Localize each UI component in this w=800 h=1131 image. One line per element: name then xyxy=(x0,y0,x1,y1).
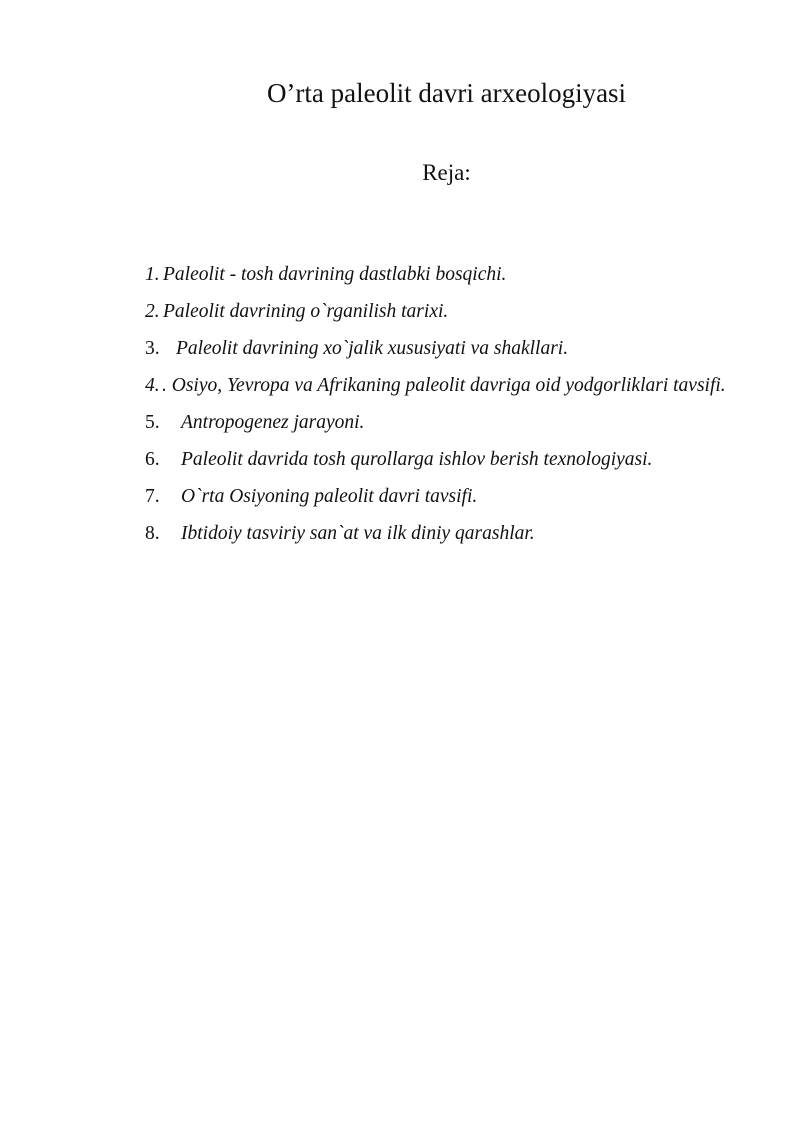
plan-item-number: 5. xyxy=(145,412,160,433)
plan-item-text: Paleolit davrining o`rganilish tarixi. xyxy=(163,301,449,322)
plan-heading: Reja: xyxy=(422,160,471,185)
plan-item-text: . Osiyo, Yevropa va Afrikaning paleolit davriga oid yodgorliklari tavsifi. xyxy=(162,375,726,396)
plan-item-text: Paleolit davrida tosh qurollarga ishlov berish texnologiyasi. xyxy=(181,449,653,470)
plan-item-text: Antropogenez jarayoni. xyxy=(181,412,365,433)
document-title: O’rta paleolit davri arxeologiyasi xyxy=(266,78,627,108)
plan-item-number: 2. xyxy=(145,301,160,322)
plan-item-text: Ibtidoiy tasviriy san`at va ilk diniy qarashlar. xyxy=(181,523,535,544)
plan-item-text: O`rta Osiyoning paleolit davri tavsifi. xyxy=(181,486,478,507)
plan-item-5 xyxy=(96,404,746,441)
plan-item-number: 1. xyxy=(145,264,160,285)
plan-item-text: Paleolit - tosh davrining dastlabki bosqichi. xyxy=(163,264,507,285)
plan-item-number: 3. xyxy=(145,338,160,359)
plan-item-number: 6. xyxy=(145,449,160,470)
plan-item-2 xyxy=(96,293,746,330)
plan-item-6 xyxy=(96,441,746,478)
plan-item-7 xyxy=(96,478,746,515)
plan-item-number: 7. xyxy=(145,486,160,507)
plan-item-4 xyxy=(96,367,746,404)
plan-item-number: 8. xyxy=(145,523,160,544)
plan-item-3 xyxy=(96,330,746,367)
plan-item-number: 4. xyxy=(145,375,160,396)
plan-item-1 xyxy=(96,256,746,293)
plan-item-text: Paleolit davrining xo`jalik xususiyati va shakllari. xyxy=(176,338,569,359)
plan-item-8 xyxy=(96,515,746,552)
plan-list xyxy=(96,256,746,552)
